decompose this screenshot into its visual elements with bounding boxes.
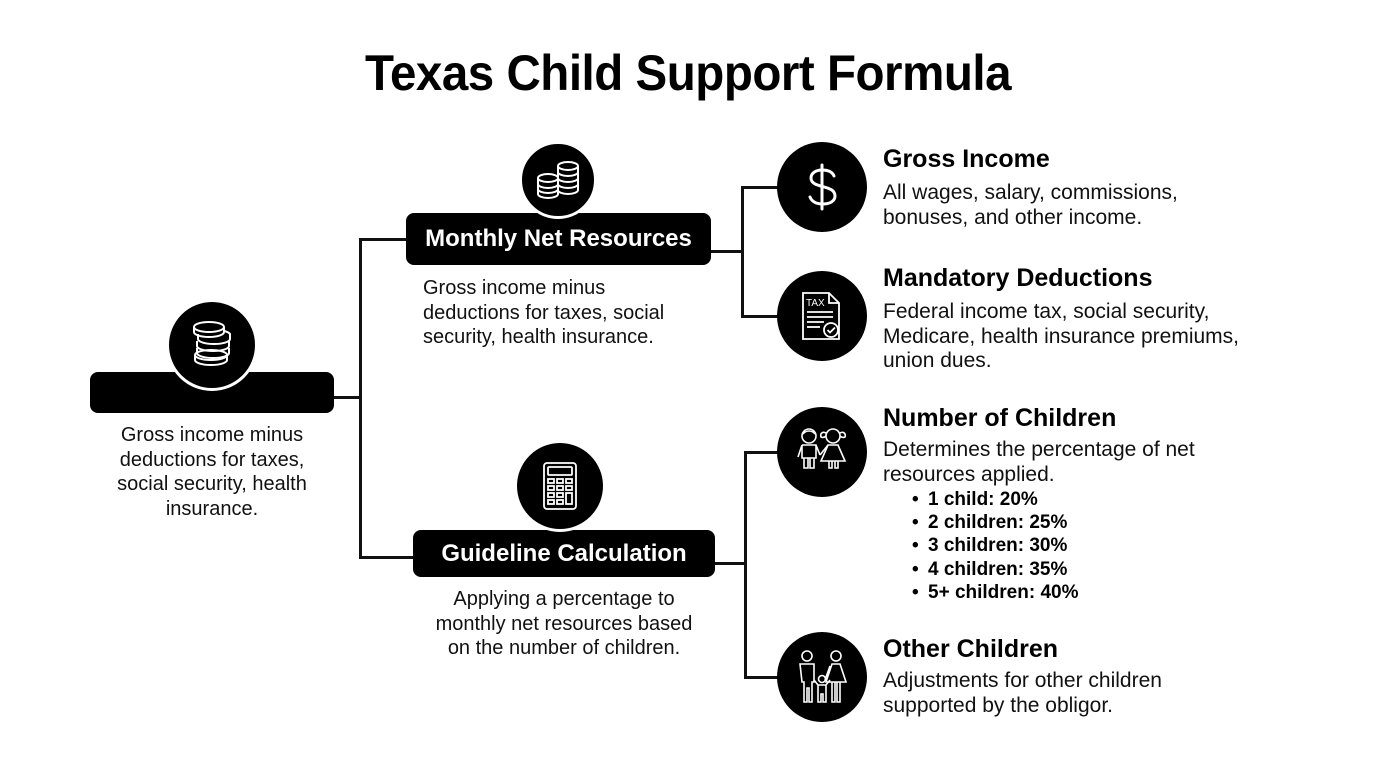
guideline-description: Applying a percentage to monthly net resources based on the number of children. — [435, 588, 693, 659]
connector-lower-vertical — [744, 451, 747, 679]
other-children-icon-circle — [777, 632, 867, 722]
deductions-icon-circle — [777, 271, 867, 361]
children-icon-circle — [777, 407, 867, 497]
connector-root-horizontal — [334, 396, 362, 399]
connector-to-guideline — [359, 556, 415, 559]
connector-to-net-resources — [359, 238, 407, 241]
net-resources-description: Gross income minus deductions for taxes, social security, health insurance. — [423, 277, 665, 348]
percentage-list — [912, 488, 1078, 604]
net-resources-icon-circle — [519, 141, 597, 219]
connector-net-resources-out — [711, 250, 744, 253]
connector-to-deductions — [741, 315, 781, 318]
gross-income-title: Gross Income — [883, 145, 1050, 173]
connector-upper-vertical — [741, 186, 744, 318]
page-title: Texas Child Support Formula — [364, 45, 1012, 101]
children-icon — [794, 426, 850, 478]
tax-document-icon — [800, 290, 844, 342]
coins-icon — [535, 160, 581, 200]
gross-income-text: All wages, salary, commissions, bonuses, and other income. — [883, 181, 1178, 229]
list-item: • 3 children: 30% — [912, 534, 1078, 557]
other-children-title: Other Children — [883, 635, 1059, 663]
connector-to-children — [744, 451, 780, 454]
other-children-text: Adjustments for other children supported by the obligor. — [883, 669, 1162, 717]
root-icon-circle — [166, 299, 258, 391]
list-item: • 4 children: 35% — [912, 558, 1078, 581]
monthly-net-resources-node: Monthly Net Resources — [406, 213, 711, 265]
connector-to-other-children — [744, 676, 780, 679]
svg-text:TAX: TAX — [806, 298, 825, 309]
family-icon — [796, 650, 848, 704]
guideline-icon-circle — [514, 440, 606, 532]
root-description: Gross income minus deductions for taxes, social security, health insurance. — [117, 424, 307, 520]
children-text: Determines the percentage of net resources applied. — [883, 438, 1195, 486]
calculator-icon — [542, 461, 578, 511]
gross-income-icon-circle — [777, 142, 867, 232]
coin-stack-icon — [189, 319, 235, 371]
guideline-calculation-node: Guideline Calculation — [413, 530, 715, 577]
deductions-text: Federal income tax, social security, Medicare, health insurance premiums, union dues. — [883, 300, 1239, 372]
children-title: Number of Children — [883, 404, 1117, 432]
list-item: • 1 child: 20% — [912, 488, 1078, 511]
dollar-icon — [805, 162, 839, 212]
deductions-title: Mandatory Deductions — [883, 264, 1153, 292]
connector-to-gross-income — [741, 186, 781, 189]
connector-trunk-vertical — [359, 238, 362, 559]
list-item: • 2 children: 25% — [912, 511, 1078, 534]
connector-guideline-out — [715, 562, 747, 565]
list-item: • 5+ children: 40% — [912, 581, 1078, 604]
